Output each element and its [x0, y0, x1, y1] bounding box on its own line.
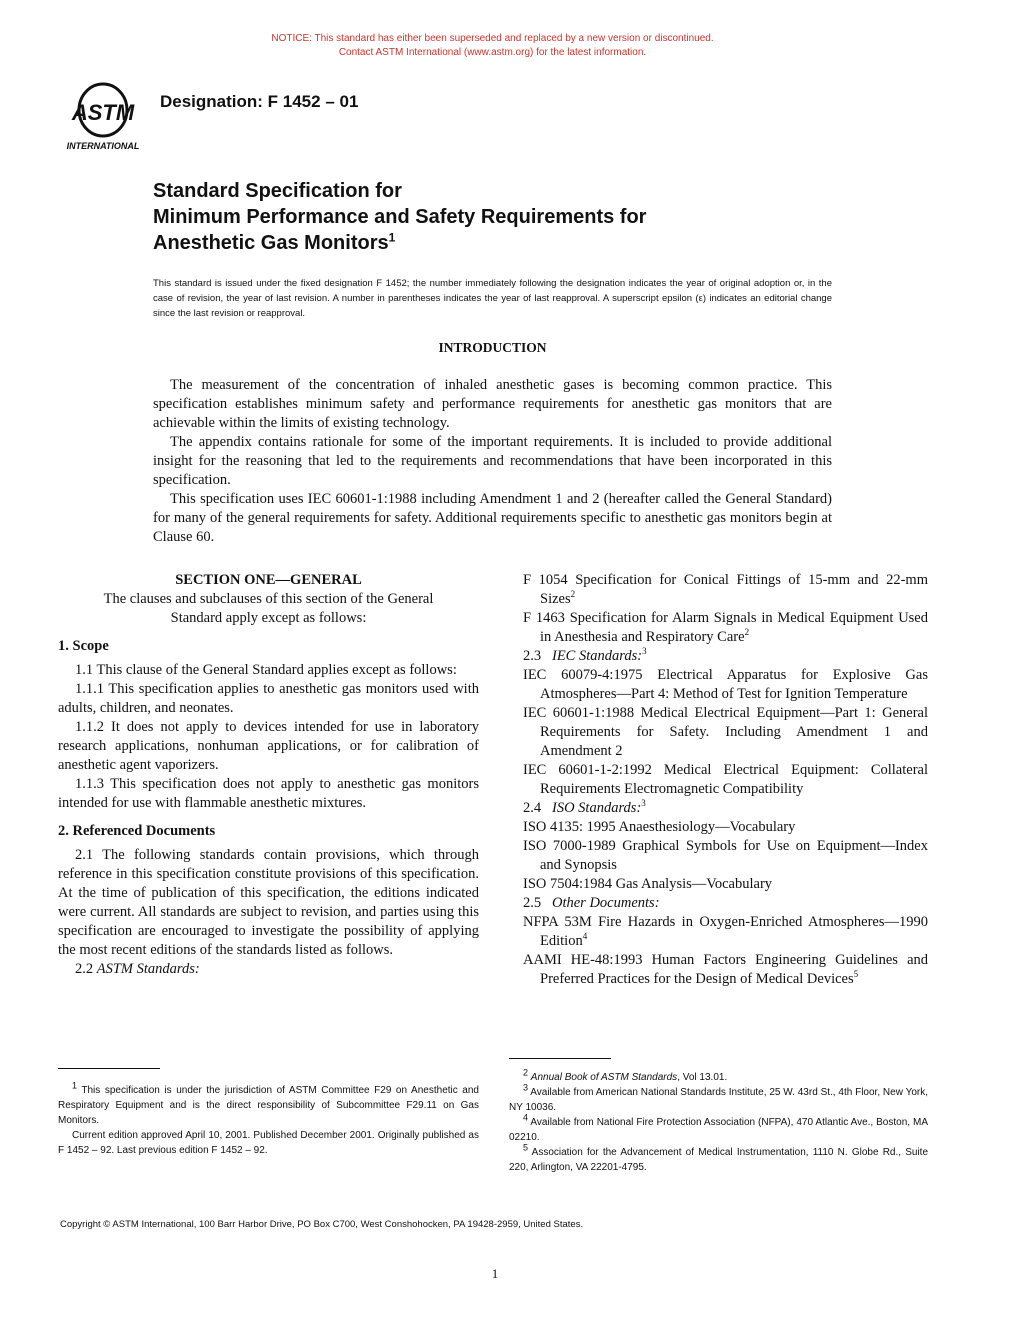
page-number: 1 [491, 1266, 499, 1281]
footnote-divider [58, 1068, 160, 1069]
footnote-mark: 2 [523, 1067, 529, 1078]
copyright-line: Copyright © ASTM International, 100 Barr Harbor Drive, PO Box C700, West Conshohocken, PA 19428-2959, United States. [60, 1219, 584, 1230]
reference-text: F 1463 Specification for Alarm Signals in Medical Equipment Used in Anesthesia and Respiratory Care [523, 610, 928, 645]
clause-label: ISO Standards: [552, 800, 642, 816]
designation: Designation: F 1452 – 01 [160, 92, 359, 111]
notice-line-1: NOTICE: This standard has either been superseded and replaced by a new version or discontinued. [271, 33, 714, 44]
reference-text: NFPA 53M Fire Hazards in Oxygen-Enriched Atmospheres—1990 Edition [523, 914, 928, 949]
section-subheading: The clauses and subclauses of this section of the General Standard apply except as follows: [103, 591, 434, 626]
clause-label: Other Documents: [552, 895, 660, 911]
supersede-notice [0, 32, 985, 60]
footnote-1 [58, 1080, 479, 1128]
footnote-text: Available from American National Standards Institute, 25 W. 43rd St., 4th Floor, New York, NY 10036. [509, 1087, 928, 1113]
clause-1-1-3: 1.1.3 This specification does not apply to anesthetic gas monitors intended for use with flammable anesthetic mixtures. [58, 776, 479, 811]
footnote-mark: 2 [570, 589, 576, 600]
clause-number: 2.5 [523, 895, 542, 911]
title-footnote-mark: 1 [388, 230, 396, 245]
clause-2-1: 2.1 The following standards contain provisions, which through reference in this specification constitute provisions of this specification. At the time of publication of this specification, the editions indicated were current. All standards are subject to revision, and parties using this specification are encouraged to investigate the possibility of applying the most recent editions of the standards listed as follows. [58, 847, 479, 958]
reference-entry [523, 951, 928, 989]
footnote-2 [509, 1067, 928, 1085]
footnote-3 [509, 1082, 928, 1115]
reference-entry: IEC 60601-1-2:1992 Medical Electrical Equipment: Collateral Requirements Electromagnetic Compatibility [523, 762, 928, 797]
scope-heading: 1. Scope [58, 638, 109, 654]
reference-entry: ISO 7000-1989 Graphical Symbols for Use on Equipment—Index and Synopsis [523, 838, 928, 873]
title-line-1: Standard Specification for [153, 180, 402, 202]
reference-entry [523, 571, 928, 609]
reference-entry: IEC 60079-4:1975 Electrical Apparatus for Explosive Gas Atmospheres—Part 4: Method of Test for Ignition Temperature [523, 667, 928, 702]
left-footnotes [58, 1080, 479, 1158]
section-heading: SECTION ONE—GENERAL [175, 572, 362, 588]
reference-text: AAMI HE-48:1993 Human Factors Engineering Guidelines and Preferred Practices for the Design of Medical Devices [523, 952, 928, 987]
reference-text: F 1054 Specification for Conical Fittings of 15-mm and 22-mm Sizes [523, 572, 928, 607]
intro-paragraph: The appendix contains rationale for some of the important requirements. It is included to provide additional insight for the reasoning that led to the requirements and recommendations that have been incorporated in this specification. [153, 434, 832, 488]
issued-statement: This standard is issued under the fixed designation F 1452; the number immediately following the designation indicates the year of original adoption or, in the case of revision, the year of last revision. A number in parentheses indicates the year of last reapproval. A superscript epsilon (ε) indicates an editorial change since the last revision or reapproval. [153, 278, 832, 319]
astm-logo [60, 80, 146, 152]
clause-2-5 [523, 894, 928, 913]
footnote-divider [509, 1058, 611, 1059]
clause-2-3 [523, 647, 928, 666]
reference-entry [523, 913, 928, 951]
footnote-mark: 2 [744, 627, 750, 638]
footnote-1b: Current edition approved April 10, 2001. Published December 2001. Originally published as F 1452 – 92. Last previous edition F 1452 – 92. [58, 1130, 479, 1156]
footnote-text: Association for the Advancement of Medical Instrumentation, 1110 N. Globe Rd., Suite 220, Arlington, VA 22201-4795. [509, 1147, 929, 1173]
clause-2-2-number: 2.2 [75, 961, 94, 977]
clause-1-1-1: 1.1.1 This specification applies to anesthetic gas monitors used with adults, children, and neonates. [58, 681, 479, 716]
footnote-mark: 3 [642, 646, 647, 657]
footnote-mark: 1 [72, 1080, 78, 1091]
clause-2-2 [58, 960, 479, 979]
footnote-mark: 3 [641, 798, 646, 809]
footnote-mark: 4 [582, 931, 588, 942]
clause-1-1: 1.1 This clause of the General Standard applies except as follows: [75, 662, 457, 678]
astm-logo-icon [60, 80, 146, 152]
footnote-mark: 4 [523, 1112, 529, 1123]
introduction-heading: INTRODUCTION [438, 340, 547, 355]
referenced-documents-heading: 2. Referenced Documents [58, 823, 216, 839]
footnote-mark: 5 [523, 1142, 529, 1153]
left-column [58, 571, 479, 979]
clause-2-4 [523, 799, 928, 818]
clause-number: 2.3 [523, 648, 542, 664]
reference-entry [523, 609, 928, 647]
footnote-book-title: Annual Book of ASTM Standards [530, 1072, 678, 1083]
clause-2-2-label: ASTM Standards: [96, 961, 200, 977]
footnote-text: This specification is under the jurisdiction of ASTM Committee F29 on Anesthetic and Respiratory Equipment and is the direct responsibility of Subcommittee F29.11 on Gas Monitors. [58, 1085, 479, 1126]
footnote-5 [509, 1142, 929, 1175]
footnote-text: Available from National Fire Protection Association (NFPA), 470 Atlantic Ave., Boston, MA 02210. [509, 1117, 928, 1143]
document-title [153, 178, 646, 256]
title-line-3: Anesthetic Gas Monitors [153, 232, 389, 254]
clause-number: 2.4 [523, 800, 542, 816]
footnote-mark: 3 [523, 1082, 529, 1093]
reference-entry: ISO 4135: 1995 Anaesthesiology—Vocabulary [523, 819, 796, 835]
footnote-text: , Vol 13.01. [677, 1072, 728, 1083]
right-column [523, 571, 928, 989]
reference-entry: ISO 7504:1984 Gas Analysis—Vocabulary [523, 876, 773, 892]
intro-paragraph: This specification uses IEC 60601-1:1988 including Amendment 1 and 2 (hereafter called the General Standard) for many of the general requirements for safety. Additional requirements specific to anesthetic gas monitors begin at Clause 60. [153, 491, 832, 545]
introduction-body [153, 376, 832, 547]
footnote-mark: 5 [853, 969, 859, 980]
logo-caption: INTERNATIONAL [66, 141, 140, 151]
reference-entry: IEC 60601-1:1988 Medical Electrical Equipment—Part 1: General Requirements for Safety. Including Amendment 1 and Amendment 2 [523, 705, 928, 759]
clause-label: IEC Standards: [552, 648, 643, 664]
notice-line-2: Contact ASTM International (www.astm.org) for the latest information. [338, 47, 647, 58]
intro-paragraph: The measurement of the concentration of inhaled anesthetic gases is becoming common practice. This specification establishes minimum safety and performance requirements for anesthetic gas monitors that are achievable within the limits of existing technology. [153, 377, 832, 431]
footnote-4 [509, 1112, 928, 1145]
clause-1-1-2: 1.1.2 It does not apply to devices intended for use in laboratory research applications, nonhuman applications, or for calibration of anesthetic agent vaporizers. [58, 719, 479, 773]
title-line-2: Minimum Performance and Safety Requirements for [153, 206, 647, 228]
right-footnotes [509, 1067, 929, 1175]
logo-letters: ASTM [71, 100, 135, 125]
